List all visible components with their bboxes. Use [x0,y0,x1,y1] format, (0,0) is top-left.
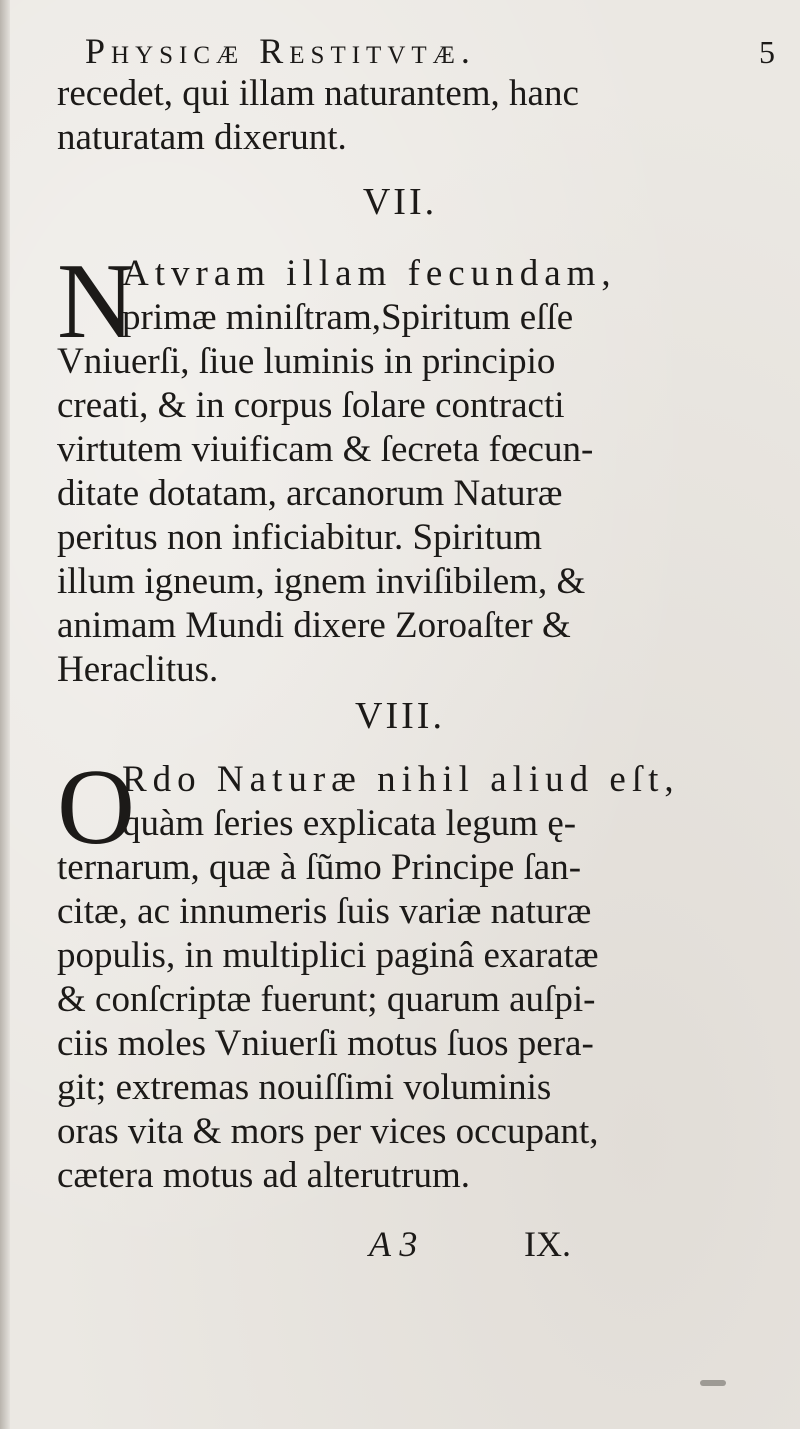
text-line: & conſcriptæ fuerunt; quarum auſpi- [57,979,596,1020]
drop-capital: N [57,242,135,361]
running-title: Physicæ Restitvtæ. [85,31,476,71]
text-line: quàm ſeries explicata legum ę- [122,803,577,844]
text-line: animam Mundi dixere Zoroaſter & [57,605,571,646]
text-line: ciis moles Vniuerſi motus ſuos pera- [57,1023,594,1064]
ink-smudge [700,1380,726,1386]
text-line: populis, in multiplici paginâ exaratæ [57,935,599,976]
text-line: primæ miniſtram,Spiritum eſſe [122,297,574,338]
text-line: citæ, ac innumeris ſuis variæ naturæ [57,891,592,932]
text-line: Heraclitus. [57,649,219,690]
section-vii [57,242,792,690]
text-line: virtutem viuificam & ſecreta fœcun- [57,429,594,470]
text-line: git; extremas nouiſſimi voluminis [57,1067,552,1108]
text-line: naturatam dixerunt. [57,117,347,158]
catchword: IX. [524,1224,571,1264]
intro-paragraph [57,72,792,160]
page-footer [0,1223,800,1273]
section-viii [57,748,792,1208]
text-line: Atvram illam fecundam, [122,253,617,294]
page-number: 5 [759,34,775,70]
text-line: oras vita & mors per vices occupant, [57,1111,599,1152]
indented-lines [122,252,617,340]
body-lines [57,340,593,692]
indented-lines [122,758,680,846]
text-line: cætera motus ad alterutrum. [57,1155,471,1196]
text-line: illum igneum, ignem inviſibilem, & [57,561,586,602]
drop-capital: O [57,748,135,867]
text-line: ternarum, quæ à ſũmo Principe ſan- [57,847,582,888]
text-line: Vniuerſi, ſiue luminis in principio [57,341,556,382]
text-line: ditate dotatam, arcanorum Naturæ [57,473,563,514]
body-lines [57,846,599,1198]
text-line: recedet, qui illam naturantem, hanc [57,73,579,114]
text-line: Rdo Naturæ nihil aliud eſt, [122,759,680,800]
signature-mark: A 3 [369,1224,418,1264]
section-heading-vii: VII. [362,181,438,223]
text-line: peritus non inficiabitur. Spiritum [57,517,543,558]
section-heading-viii: VIII. [355,695,445,737]
text-line: creati, & in corpus ſolare contracti [57,385,565,426]
